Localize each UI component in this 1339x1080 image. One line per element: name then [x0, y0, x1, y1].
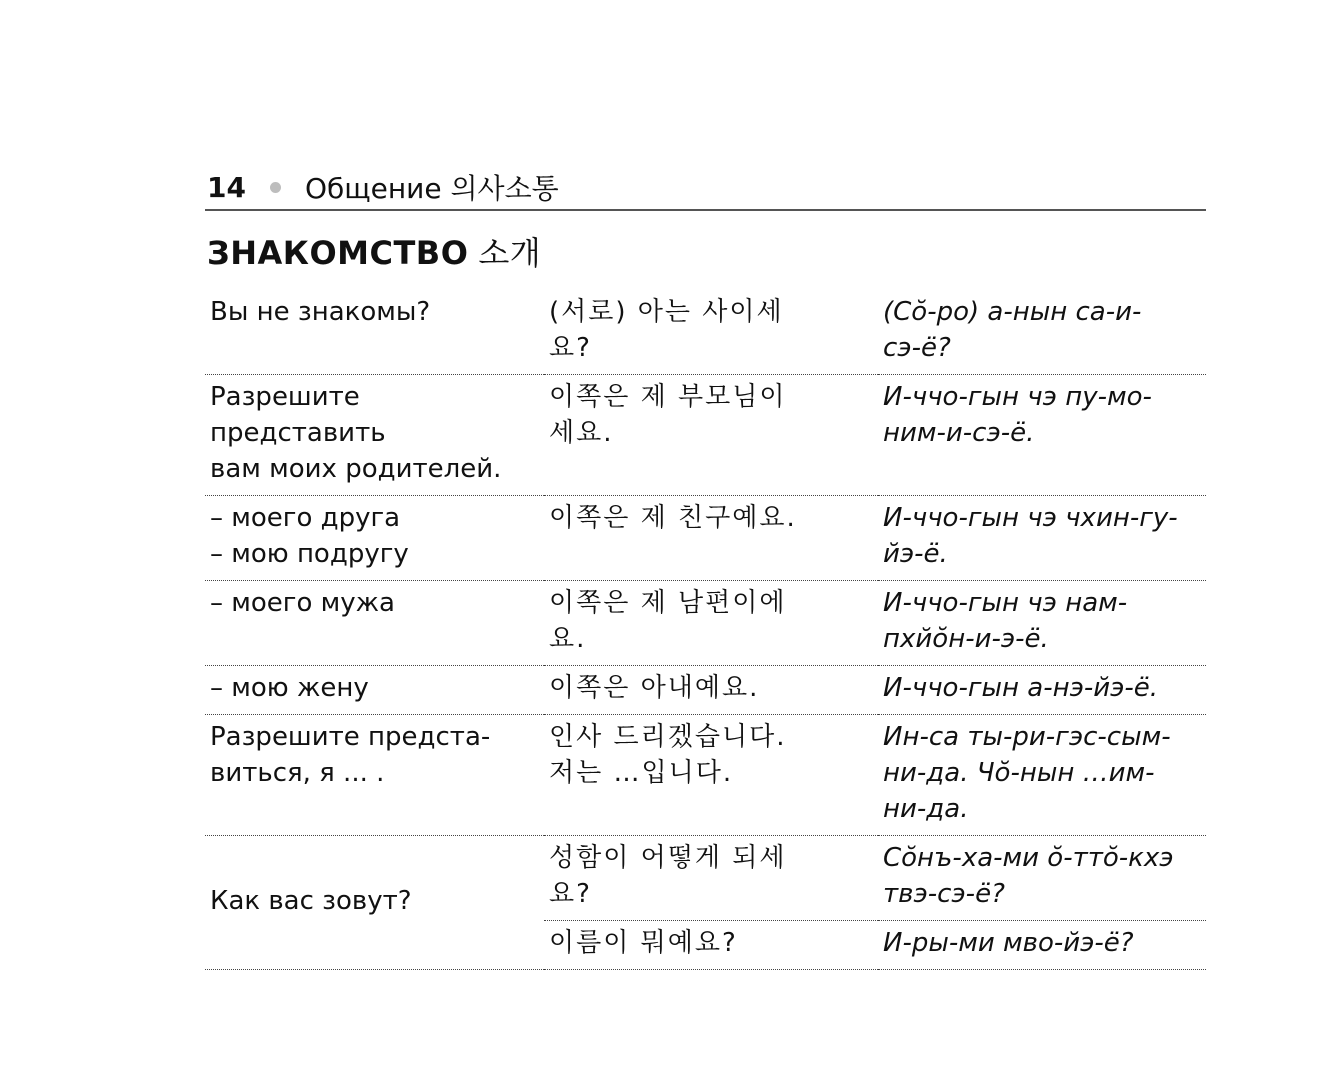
korean-text: 이쪽은 아내예요. — [549, 673, 760, 703]
korean-text: 세요. — [549, 418, 614, 448]
korean-cell — [544, 836, 878, 921]
russian-cell — [205, 581, 544, 666]
transcription-cell — [878, 581, 1206, 666]
russian-text: Разрешите представить — [210, 382, 386, 448]
korean-text: 인사 드리겠습니다. — [549, 722, 787, 752]
transcription-text: Сŏнъ-ха-ми ŏ-ттŏ-кхэ — [883, 843, 1174, 873]
phrase-table — [205, 290, 1206, 970]
korean-text: 성함이 어떻게 되세 — [549, 843, 787, 873]
korean-cell — [544, 290, 878, 375]
transcription-cell — [878, 290, 1206, 375]
korean-cell — [544, 715, 878, 836]
transcription-cell — [878, 496, 1206, 581]
russian-cell — [205, 715, 544, 836]
transcription-text: Ин-са ты-ри-гэс-сым- — [883, 722, 1171, 752]
korean-cell — [544, 496, 878, 581]
transcription-text: И-ччо-гын чэ чхин-гу- — [883, 503, 1178, 533]
korean-text: 요? — [549, 333, 592, 363]
russian-text: – мою жену — [210, 673, 369, 703]
transcription-text: ним-и-сэ-ё. — [883, 418, 1035, 448]
section-name: Общение 의사소통 — [304, 172, 559, 205]
korean-text: 이쪽은 제 남편이에 — [549, 588, 787, 618]
russian-text: вам моих родителей. — [210, 454, 502, 484]
table-row — [205, 290, 1206, 375]
transcription-text: йэ-ё. — [883, 539, 948, 569]
transcription-text: пхйŏн-и-э-ё. — [883, 624, 1049, 654]
russian-text: Вы не знакомы? — [210, 297, 431, 327]
table-row — [205, 715, 1206, 836]
russian-text: – моего мужа — [210, 588, 395, 618]
russian-text: Разрешите предста- — [210, 722, 491, 752]
table-row — [205, 581, 1206, 666]
transcription-text: И-ччо-гын чэ пу-мо- — [883, 382, 1152, 412]
russian-cell — [205, 496, 544, 581]
transcription-text: ни-да. Чŏ-нын …им- — [883, 758, 1155, 788]
transcription-text: (Сŏ-ро) а-нын са-и- — [883, 297, 1142, 327]
russian-text: Как вас зовут? — [210, 885, 412, 916]
section-title-ru: ЗНАКОМСТВО — [207, 234, 469, 272]
bullet-icon — [270, 182, 281, 193]
russian-text: виться, я ... . — [210, 758, 385, 788]
korean-cell — [544, 581, 878, 666]
page-number: 14 — [207, 170, 246, 204]
table-row — [205, 836, 1206, 921]
transcription-cell — [878, 666, 1206, 715]
korean-text: 요? — [549, 879, 592, 909]
korean-cell — [544, 921, 878, 970]
korean-text: (서로) 아는 사이세 — [549, 297, 784, 327]
transcription-text: сэ-ё? — [883, 333, 951, 363]
russian-text: – мою подругу — [210, 539, 409, 569]
russian-cell — [205, 375, 544, 496]
transcription-text: И-ччо-гын чэ нам- — [883, 588, 1128, 618]
section-title-ko: 소개 — [478, 234, 542, 272]
korean-text: 이쪽은 제 친구예요. — [549, 503, 797, 533]
russian-cell — [205, 836, 544, 970]
korean-cell — [544, 375, 878, 496]
transcription-cell — [878, 836, 1206, 921]
korean-text: 저는 …입니다. — [549, 758, 734, 788]
table-row — [205, 496, 1206, 581]
transcription-text: ни-да. — [883, 794, 969, 824]
transcription-cell — [878, 921, 1206, 970]
page-header — [205, 165, 1206, 211]
korean-text: 요. — [549, 624, 587, 654]
table-row — [205, 375, 1206, 496]
russian-cell — [205, 290, 544, 375]
transcription-cell — [878, 375, 1206, 496]
russian-cell — [205, 666, 544, 715]
korean-text: 이쪽은 제 부모님이 — [549, 382, 787, 412]
transcription-text: И-ры-ми мво-йэ-ё? — [883, 928, 1134, 958]
transcription-text: И-ччо-гын а-нэ-йэ-ё. — [883, 673, 1159, 703]
russian-text: – моего друга — [210, 503, 401, 533]
korean-cell — [544, 666, 878, 715]
korean-text: 이름이 뭐예요? — [549, 928, 738, 958]
table-row — [205, 666, 1206, 715]
transcription-text: твэ-сэ-ё? — [883, 879, 1005, 909]
transcription-cell — [878, 715, 1206, 836]
section-title — [207, 228, 541, 274]
